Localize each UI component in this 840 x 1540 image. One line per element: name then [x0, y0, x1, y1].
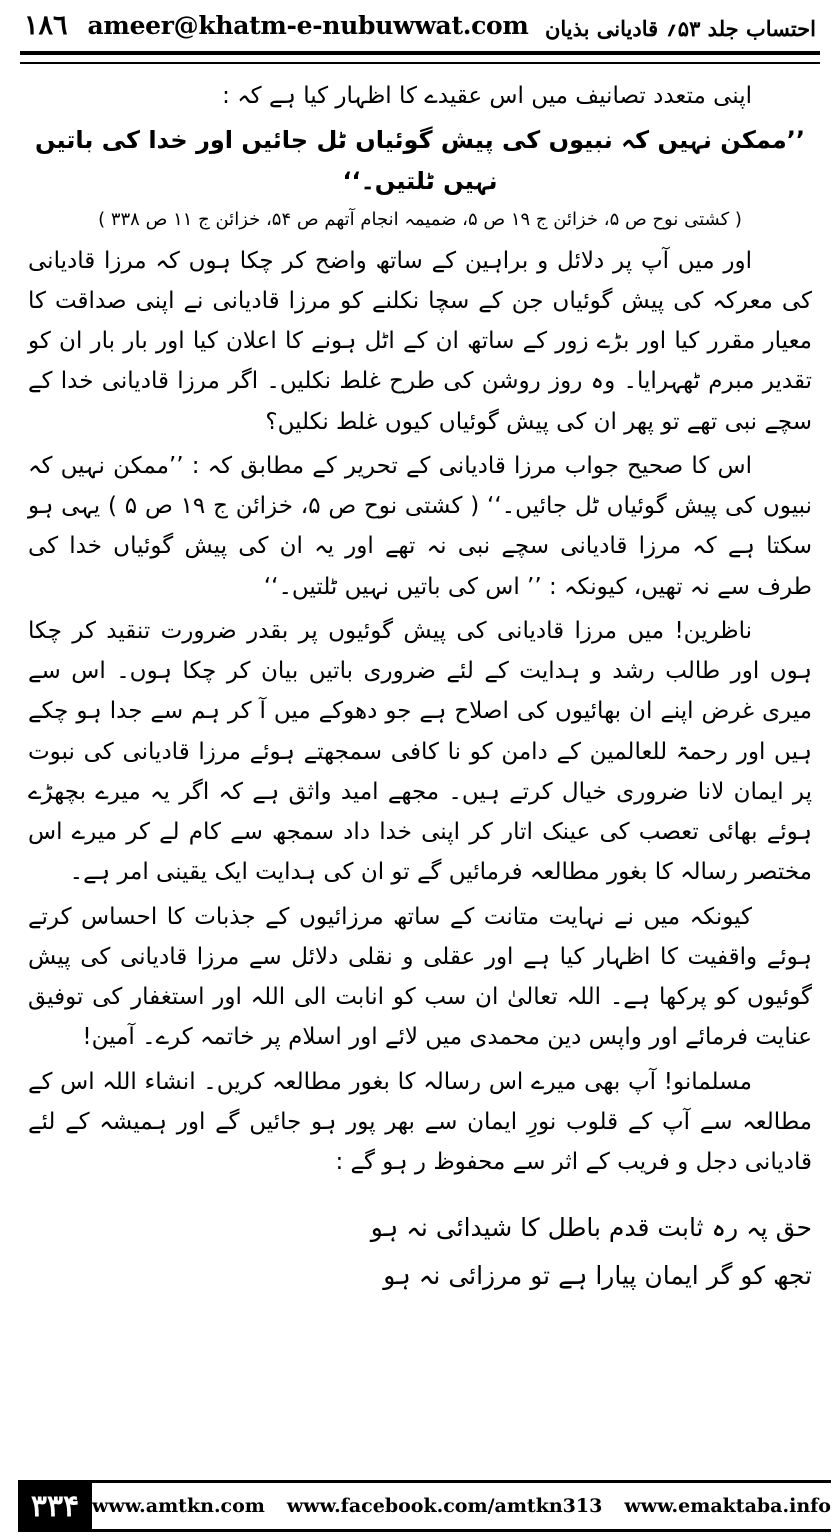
paragraph-appeal: مسلمانو! آپ بھی میرے اس رسالہ کا بغور مطالعہ کریں۔ انشاء اللہ اس کے مطالعہ سے آپ کے قلوب نورِ ایمان سے بھر پور ہو جائیں گے اور ہمیشہ کے لئے قادیانی دجل و فریب کے اثر سے محفوظ ر ہو گے : [28, 1068, 812, 1176]
footer-link-amtkn[interactable]: www.amtkn.com [92, 1495, 265, 1517]
page-header [18, 0, 822, 47]
couplet-line-1: حق پہ رہ ثابت قدم باطل کا شیدائی نہ ہو [370, 1213, 812, 1243]
paragraph-conclusion: کیونکہ میں نے نہایت متانت کے ساتھ مرزائیوں کے جذبات کا احساس کرتے ہوئے واقفیت کا اظہار کیا ہے اور عقلی و نقلی دلائل سے مرزا قادیانی کی پیش گوئیوں کو پرکھا ہے۔ اللہ تعالیٰ ان سب کو انابت الی اللہ اور استغفار کی توفیق عنایت فرمائے اور واپس دین محمدی میں لائے اور اسلام پر خاتمہ کرے۔ آمین! [28, 903, 812, 1051]
header-page-number: ١٨٦ [24, 10, 68, 41]
couplet-line-2: تجھ کو گر ایمان پیارا ہے تو مرزائی نہ ہو [383, 1260, 812, 1290]
header-left-group [24, 10, 529, 41]
footer-bar [18, 1480, 831, 1532]
paragraph-address-readers: ناظرین! میں مرزا قادیانی کی پیش گوئیوں پر بقدر ضرورت تنقید کر چکا ہوں اور طالب رشد و ہدایت کے لئے ضروری باتیں بیان کر چکا ہوں۔ اس سے میری غرض اپنے ان بھائیوں کی اصلاح ہے جو دھوکے میں آ کر ہم سے جدا ہو چکے ہیں اور رحمۃ للعالمین کے دامن کو نا کافی سمجھتے ہوئے مرزا قادیانی کی نبوت پر ایمان لانا ضروری خیال کرتے ہیں۔ مجھے امید واثق ہے کہ اگر یہ میرے بچھڑے ہوئے بھائی تعصب کی عینک اتار کر اپنی خدا داد سمجھ سے کام لے کر میرے اس مختصر رسالہ کا بغور مطالعہ فرمائیں گے تو ان کی ہدایت ایک یقینی امر ہے۔ [28, 617, 812, 886]
paragraph-argument: اور میں آپ پر دلائل و براہین کے ساتھ واضح کر چکا ہوں کہ مرزا قادیانی کی معرکہ کی پیش گوئیاں جن کے سچا نکلنے کو مرزا قادیانی نے اپنی صداقت کا معیار مقرر کیا اور بڑے زور کے ساتھ ان کے اٹل ہونے کا اعلان کیا اور بار بار ان کو تقدیر مبرم ٹھہرایا۔ وہ روز روشن کی طرح غلط نکلیں۔ اگر مرزا قادیانی خدا کے سچے نبی تھے تو پھر ان کی پیش گوئیاں کیوں غلط نکلیں؟ [28, 247, 812, 435]
footer-link-facebook[interactable]: www.facebook.com/amtkn313 [286, 1495, 603, 1517]
book-title: احتساب جلد ۵۳؍ قادیانی بذیان [544, 16, 816, 41]
paragraph-intro: اپنی متعدد تصانیف میں اس عقیدے کا اظہار کیا ہے کہ : [222, 83, 752, 109]
blockquote-prophecies: ’’ممکن نہیں کہ نبیوں کی پیش گوئیاں ٹل جائیں اور خدا کی باتیں نہیں ٹلتیں۔‘‘ [34, 126, 806, 196]
contact-email: ameer@khatm-e-nubuwwat.com [87, 11, 529, 40]
paragraph-answer: اس کا صحیح جواب مرزا قادیانی کے تحریر کے مطابق کہ : ’’ممکن نہیں کہ نبیوں کی پیش گوئیاں ٹل جائیں۔‘‘ ( کشتی نوح ص ۵، خزائن ج ۱۹ ص ۵ ) یہی ہو سکتا ہے کہ مرزا قادیانی سچے نبی نہ تھے اور یہ ان کی پیش گوئیاں خدا کی طرف سے نہ تھیں، کیونکہ : ’’ اس کی باتیں نہیں ٹلتیں۔‘‘ [28, 452, 812, 600]
page-content [18, 64, 822, 1480]
page-footer [18, 1480, 831, 1540]
poetry-couplet [28, 1204, 812, 1299]
footer-links [92, 1480, 831, 1532]
footer-link-emaktaba[interactable]: www.emaktaba.info [624, 1495, 831, 1517]
citation-reference: ( کشتی نوح ص ۵، خزائن ج ۱۹ ص ۵، ضمیمہ انجام آتھم ص ۵۴، خزائن ج ۱۱ ص ۳۳۸ ) [98, 208, 742, 230]
footer-page-number: ۳۳۴ [18, 1480, 92, 1532]
